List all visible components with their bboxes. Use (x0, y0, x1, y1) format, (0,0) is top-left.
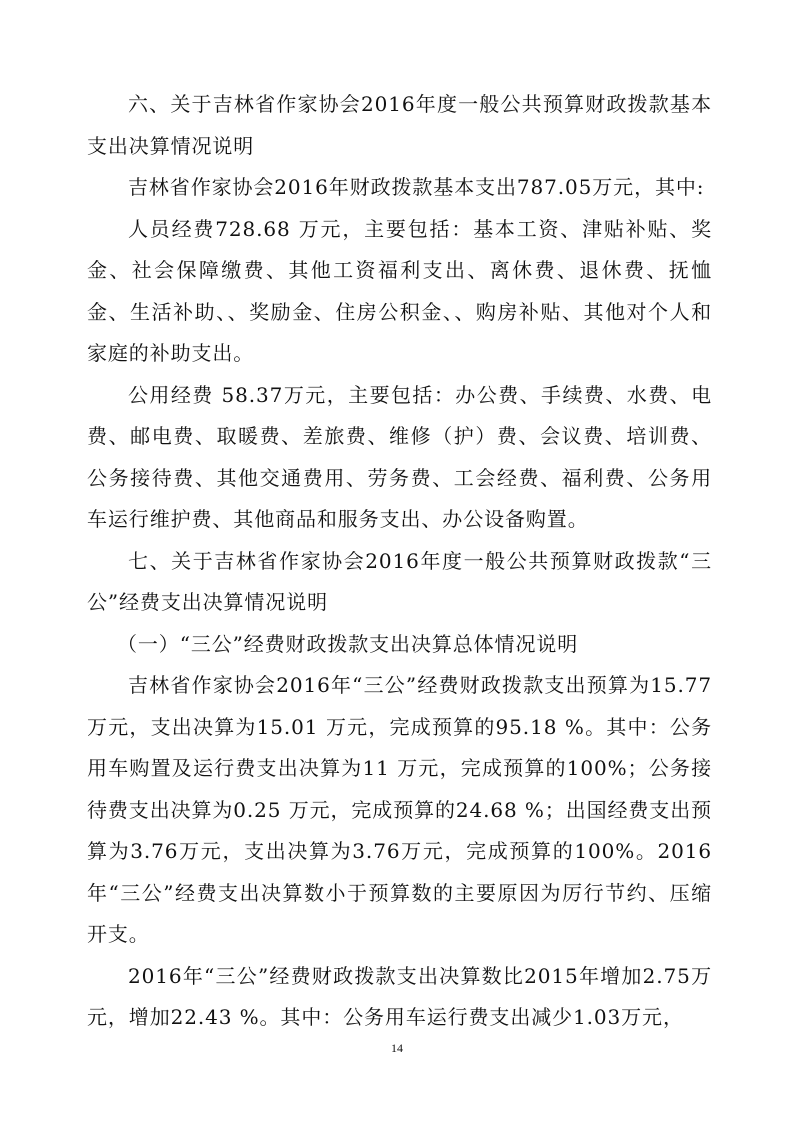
subsection-1-heading: （一）“三公”经费财政拨款支出决算总体情况说明 (117, 631, 579, 656)
three-public-expenses-overview: 吉林省作家协会2016年“三公”经费财政拨款支出预算为15.77万元，支出决算为15.01 万元，完成预算的95.18 %。其中：公务用车购置及运行费支出决算为11 万元，完成预算的100%；公务接待费支出决算为0.25 万元，完成预算的24.68 %；出国经费支出预算为3.76万元，支出决算为3.76万元，完成预算的100%。2016年“三公”经费支出决算数小于预算数的主要原因为厉行节约、压缩开支。 (87, 673, 713, 946)
basic-expenditure-summary: 吉林省作家协会2016年财政拨款基本支出787.05万元，其中: (128, 175, 705, 199)
document-body (87, 84, 712, 1039)
three-public-expenses-comparison: 2016年“三公”经费财政拨款支出决算数比2015年增加2.75万元，增加22.43 %。其中：公务用车运行费支出减少1.03万元， (87, 963, 712, 1029)
section-7-heading: 七、关于吉林省作家协会2016年度一般公共预算财政拨款“三公”经费支出决算情况说明 (87, 548, 712, 614)
page-number: 14 (391, 1041, 403, 1055)
public-expenses-paragraph: 公用经费 58.37万元，主要包括：办公费、手续费、水费、电费、邮电费、取暖费、差旅费、维修（护）费、会议费、培训费、公务接待费、其他交通费用、劳务费、工会经费、福利费、公务用车运行维护费、其他商品和服务支出、办公设备购置。 (87, 382, 712, 531)
section-6-heading: 六、关于吉林省作家协会2016年度一般公共预算财政拨款基本支出决算情况说明 (87, 92, 712, 158)
personnel-expenses-paragraph: 人员经费728.68 万元，主要包括：基本工资、津贴补贴、奖金、社会保障缴费、其他工资福利支出、离休费、退休费、抚恤金、生活补助、、奖励金、住房公积金、、购房补贴、其他对个人和家庭的补助支出。 (87, 216, 712, 365)
